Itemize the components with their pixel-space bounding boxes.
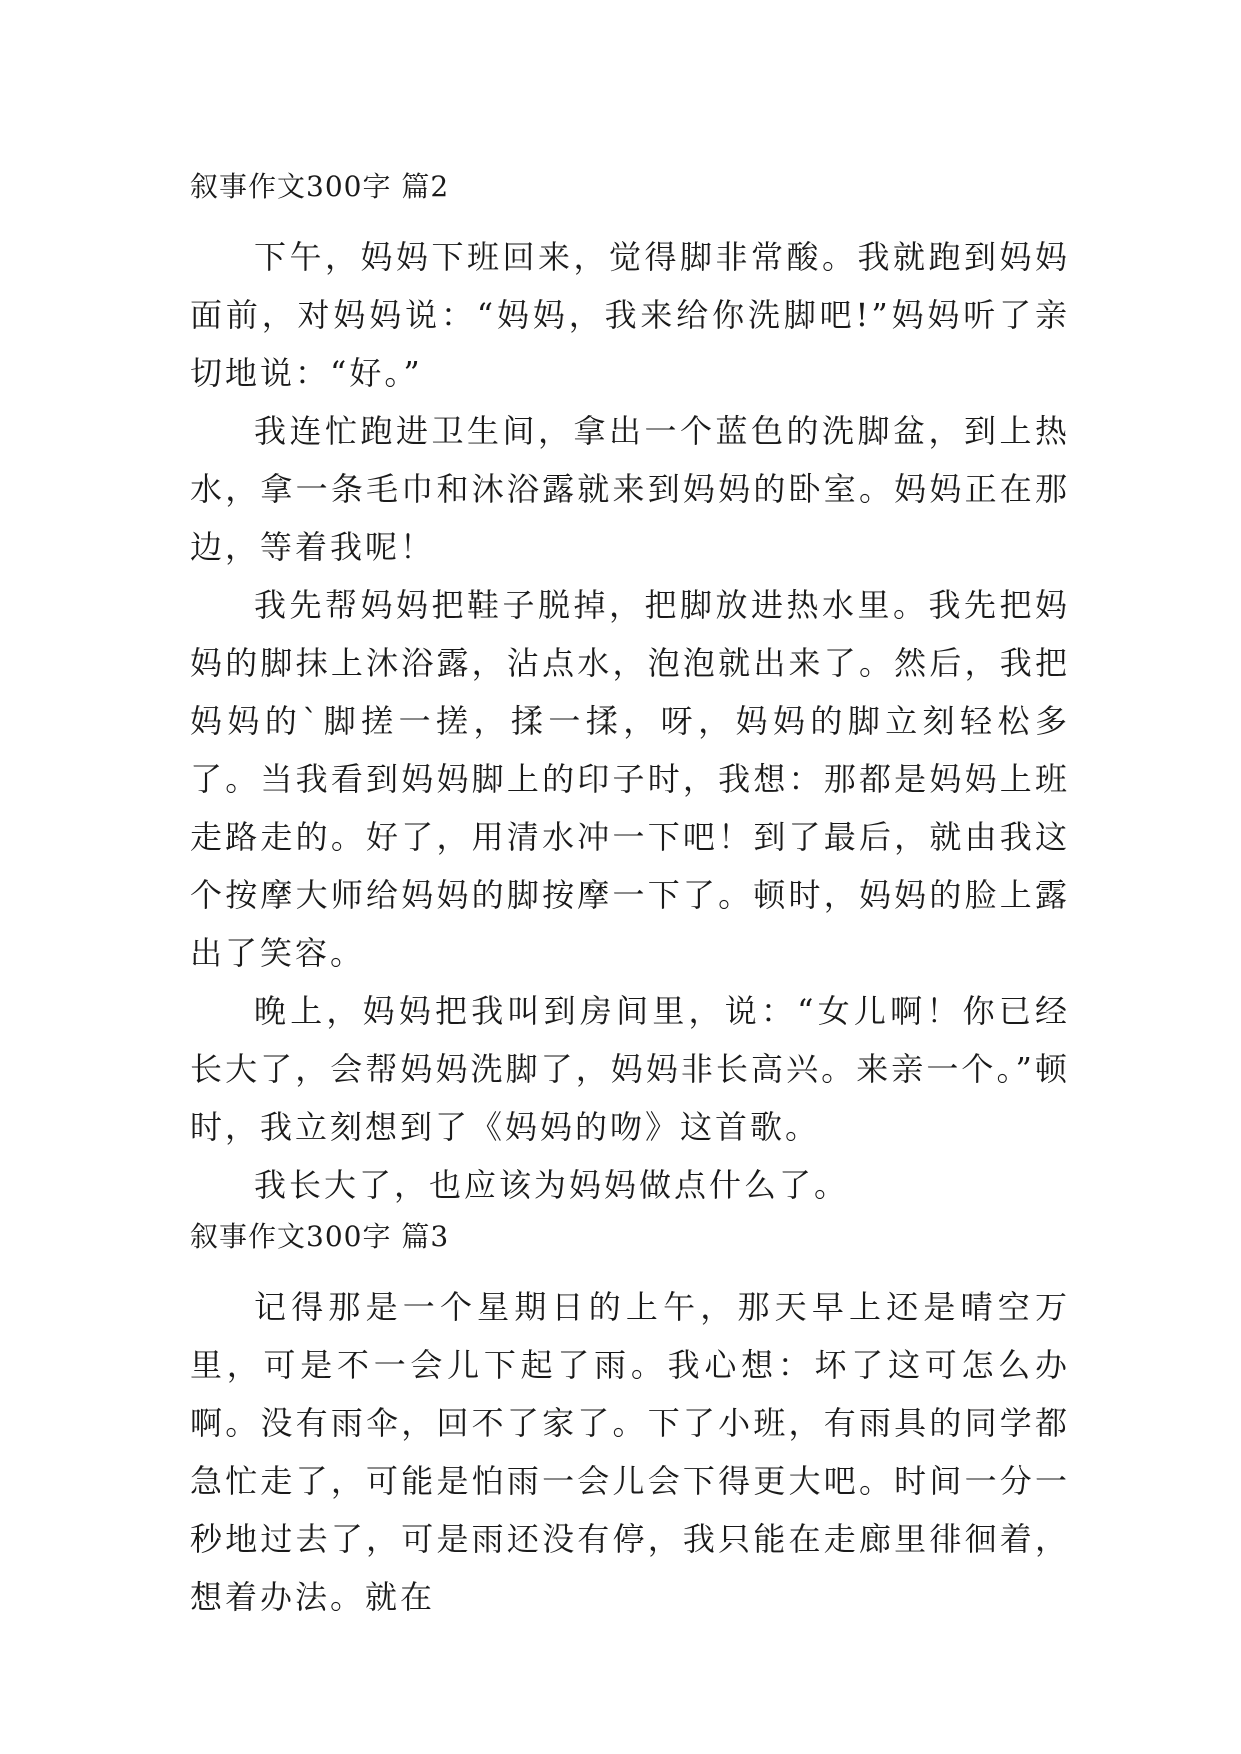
section-heading: 叙事作文300字 篇3 [190,1220,450,1253]
paragraph: 我连忙跑进卫生间，拿出一个蓝色的洗脚盆，到上热水，拿一条毛巾和沐浴露就来到妈妈的卧室。妈妈正在那边，等着我呢！ [190,412,1070,566]
paragraph: 晚上，妈妈把我叫到房间里，说：“女儿啊！你已经长大了，会帮妈妈洗脚了，妈妈非长高兴。来亲一个。”顿时，我立刻想到了《妈妈的吻》这首歌。 [190,992,1070,1146]
paragraph: 记得那是一个星期日的上午，那天早上还是晴空万里，可是不一会儿下起了雨。我心想：坏了这可怎么办啊。没有雨伞，回不了家了。下了小班，有雨具的同学都急忙走了，可能是怕雨一会儿会下得更大吧。时间一分一秒地过去了，可是雨还没有停，我只能在走廊里徘徊着，想着办法。就在 [190,1288,1070,1616]
paragraph: 下午，妈妈下班回来，觉得脚非常酸。我就跑到妈妈面前，对妈妈说：“妈妈，我来给你洗脚吧!”妈妈听了亲切地说：“好。” [190,238,1070,392]
essay-section-3 [190,1210,1070,1626]
section-heading: 叙事作文300字 篇2 [190,170,450,203]
essay-section-2 [190,160,1070,1214]
paragraph: 我长大了，也应该为妈妈做点什么了。 [254,1166,850,1204]
paragraph: 我先帮妈妈把鞋子脱掉，把脚放进热水里。我先把妈妈的脚抹上沐浴露，沾点水，泡泡就出来了。然后，我把妈妈的`脚搓一搓，揉一揉，呀，妈妈的脚立刻轻松多了。当我看到妈妈脚上的印子时，我想：那都是妈妈上班走路走的。好了，用清水冲一下吧！到了最后，就由我这个按摩大师给妈妈的脚按摩一下了。顿时，妈妈的脸上露出了笑容。 [190,586,1070,972]
